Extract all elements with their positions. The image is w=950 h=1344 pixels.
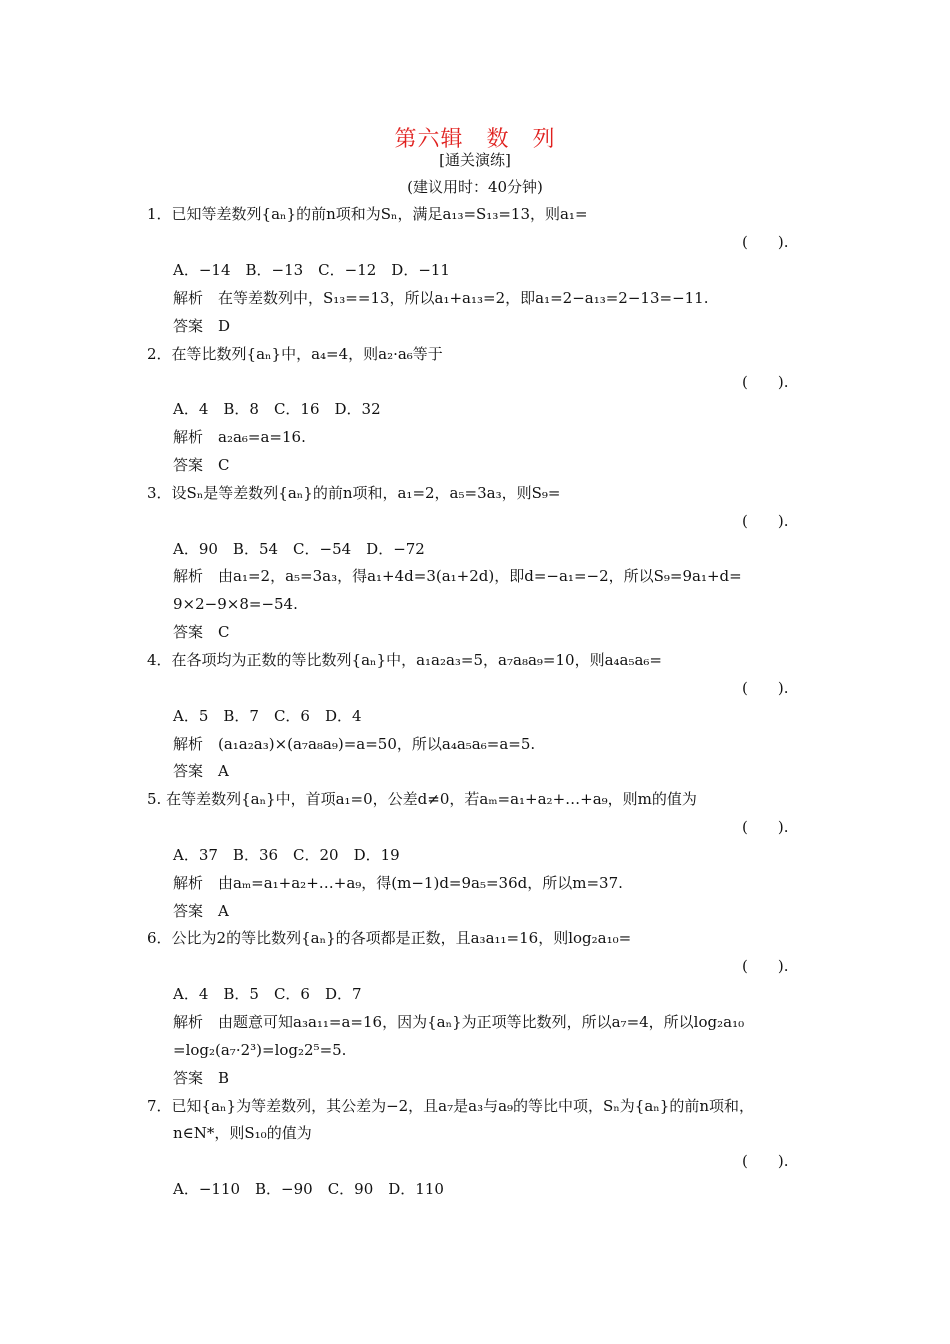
question-3-answer: 答案 C — [173, 623, 230, 641]
page-subtitle: [通关演练] — [439, 151, 511, 169]
question-5-analysis: 解析 由aₘ=a₁+a₂+…+a₉，得(m−1)d=9a₅=36d，所以m=37. — [173, 874, 623, 892]
question-5-stem: 5. 在等差数列{aₙ}中，首项a₁=0，公差d≠0，若aₘ=a₁+a₂+…+a₉，则m的值为 — [147, 790, 697, 808]
question-7-options: A．−110 B．−90 C．90 D．110 — [173, 1180, 444, 1198]
question-2-options: A．4 B．8 C．16 D．32 — [173, 400, 381, 418]
question-4-analysis: 解析 (a₁a₂a₃)×(a₇a₈a₉)=a=50，所以a₄a₅a₆=a=5. — [173, 735, 536, 753]
question-1-stem: 1．已知等差数列{aₙ}的前n项和为Sₙ，满足a₁₃=S₁₃=13，则a₁= — [147, 205, 588, 223]
question-1-analysis: 解析 在等差数列中，S₁₃==13，所以a₁+a₁₃=2，即a₁=2−a₁₃=2−13=−11. — [173, 289, 709, 307]
question-4-answer: 答案 A — [173, 762, 229, 780]
question-7-paren: ( ). — [742, 1152, 789, 1170]
question-4-options: A．5 B．7 C．6 D．4 — [173, 707, 362, 725]
question-5-options: A．37 B．36 C．20 D．19 — [173, 846, 400, 864]
question-3-analysis-line-2: 9×2−9×8=−54. — [173, 595, 298, 613]
time-note: (建议用时：40分钟) — [407, 178, 543, 196]
question-3-stem: 3．设Sₙ是等差数列{aₙ}的前n项和，a₁=2，a₅=3a₃，则S₉= — [147, 484, 561, 502]
question-3-analysis-line-1: 解析 由a₁=2，a₅=3a₃，得a₁+4d=3(a₁+2d)，即d=−a₁=−2，所以S₉=9a₁+d= — [173, 567, 742, 585]
question-3-paren: ( ). — [742, 512, 789, 530]
question-6-paren: ( ). — [742, 957, 789, 975]
question-1-options: A．−14 B．−13 C．−12 D．−11 — [173, 261, 450, 279]
question-6-analysis-line-1: 解析 由题意可知a₃a₁₁=a=16，因为{aₙ}为正项等比数列，所以a₇=4，所以log₂a₁₀ — [173, 1013, 745, 1031]
question-6-options: A．4 B．5 C．6 D．7 — [173, 985, 362, 1003]
question-2-stem: 2．在等比数列{aₙ}中，a₄=4，则a₂·a₆等于 — [147, 345, 443, 363]
question-1-paren: ( ). — [742, 233, 789, 251]
question-3-options: A．90 B．54 C．−54 D．−72 — [173, 540, 425, 558]
page-title: 第六辑 数 列 — [394, 127, 556, 152]
question-1-answer: 答案 D — [173, 317, 231, 335]
question-2-paren: ( ). — [742, 373, 789, 391]
question-4-paren: ( ). — [742, 679, 789, 697]
question-6-stem: 6．公比为2的等比数列{aₙ}的各项都是正数，且a₃a₁₁=16，则log₂a₁₀= — [147, 929, 632, 947]
question-7-stem-line-2: n∈N*，则S₁₀的值为 — [173, 1124, 312, 1142]
question-5-paren: ( ). — [742, 818, 789, 836]
question-6-answer: 答案 B — [173, 1069, 230, 1087]
question-7-stem-line-1: 7．已知{aₙ}为等差数列，其公差为−2，且a₇是a₃与a₉的等比中项，Sₙ为{aₙ}的前n项和， — [147, 1097, 754, 1115]
question-2-analysis: 解析 a₂a₆=a=16. — [173, 428, 306, 446]
question-4-stem: 4．在各项均为正数的等比数列{aₙ}中，a₁a₂a₃=5，a₇a₈a₉=10，则a₄a₅a₆= — [147, 651, 663, 669]
question-2-answer: 答案 C — [173, 456, 230, 474]
question-6-analysis-line-2: =log₂(a₇·2³)=log₂2⁵=5. — [173, 1041, 347, 1059]
question-5-answer: 答案 A — [173, 902, 229, 920]
